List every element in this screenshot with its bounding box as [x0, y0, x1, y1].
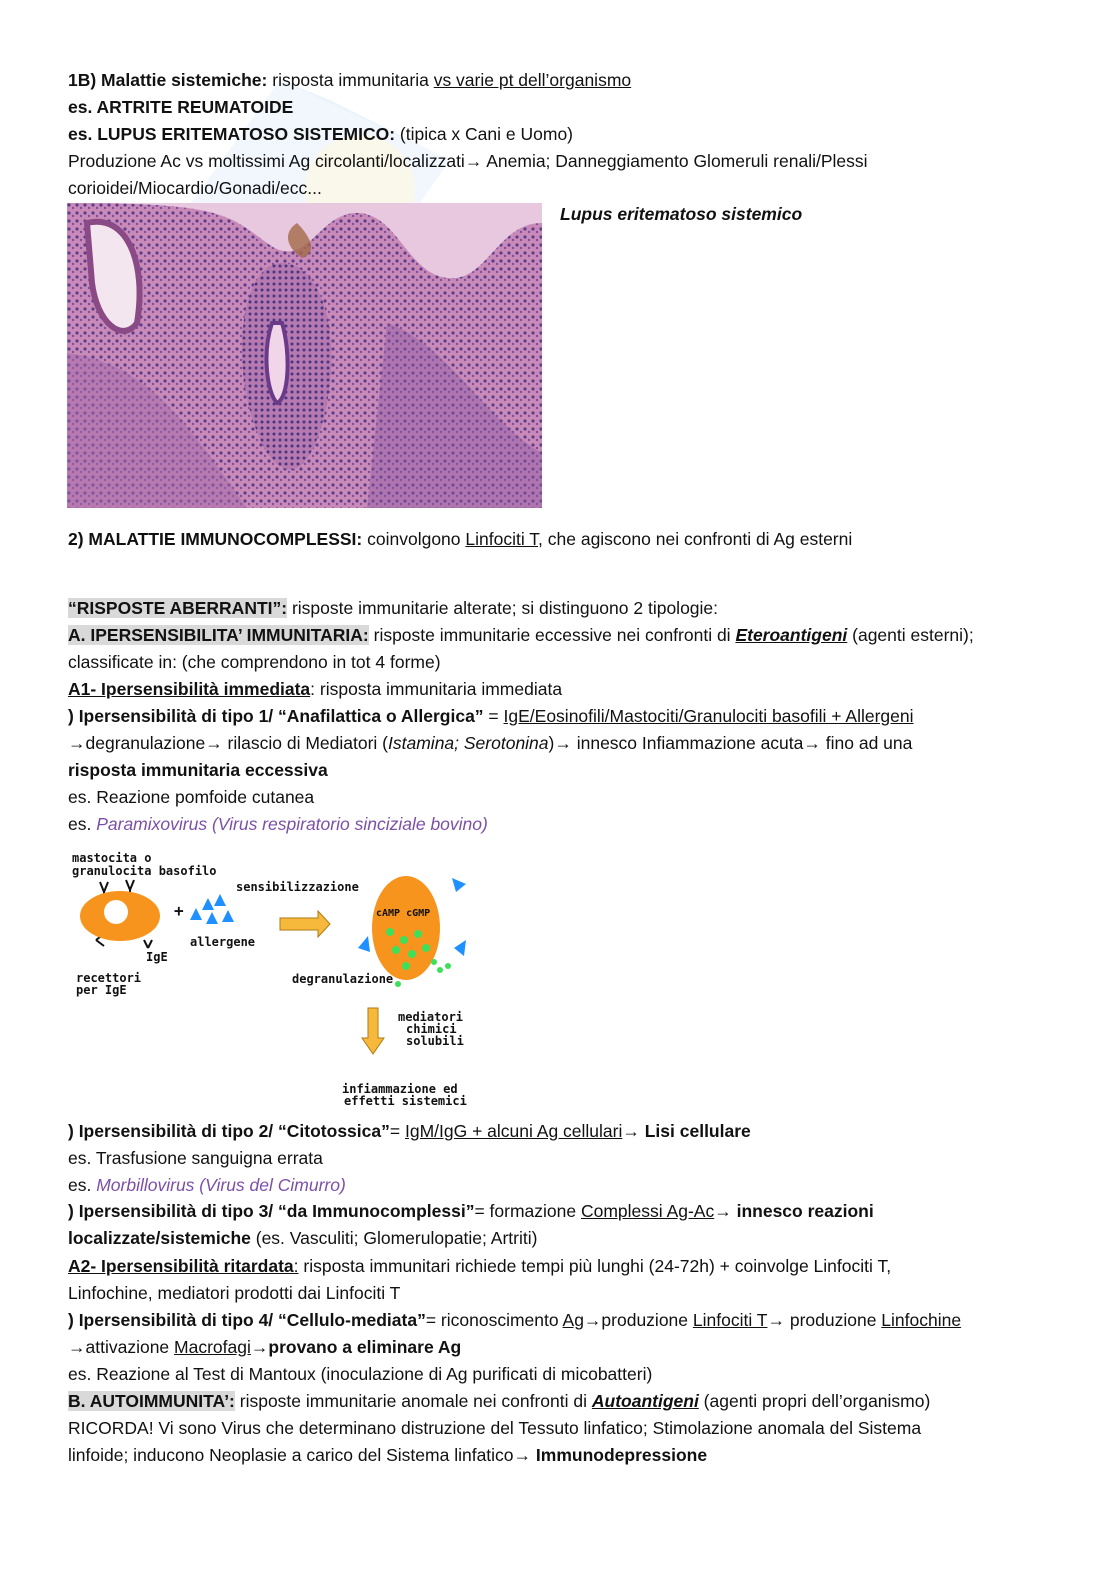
tipo4-l2-bold: provano a eliminare Ag — [268, 1337, 462, 1357]
section-b-text: risposte immunitarie anomale nei confronti di — [234, 1391, 592, 1411]
section-1b-line — [68, 69, 1056, 91]
section-b-heading: B. AUTOIMMUNITA’: — [68, 1391, 235, 1411]
tipo4-u2: Linfociti T — [692, 1310, 768, 1330]
tipo4-line — [68, 1309, 1056, 1331]
tipo3-result: innesco reazioni — [731, 1201, 874, 1221]
tipo2-line — [68, 1120, 1056, 1142]
diagram-receptors-2: per IgE — [76, 983, 127, 997]
allergen-icons — [190, 894, 234, 924]
a2-colon: : — [293, 1256, 299, 1276]
ricorda-line2-bold: Immunodepressione — [531, 1445, 708, 1465]
tipo2-heading: ) Ipersensibilità di tipo 2/ “Citotossica” — [68, 1121, 390, 1141]
diagram-mediators-1: mediatori — [398, 1010, 464, 1024]
diagram-plus: + — [174, 901, 184, 920]
tipo1-underlined: IgE/Eosinofili/Mastociti/Granulociti basofili + Allergeni — [503, 706, 914, 726]
tipo3-l2-bold: localizzate/sistemiche — [68, 1228, 251, 1248]
tipo2-ex2-prefix: es. — [68, 1175, 97, 1195]
a2-line — [68, 1255, 1056, 1277]
tipo1-l2-e: fino ad una — [820, 733, 913, 753]
arrow-icon: → — [68, 1337, 86, 1357]
tipo1-line-3 — [68, 759, 1056, 781]
section-2-heading: 2) MALATTIE IMMUNOCOMPLESSI: — [68, 529, 363, 549]
tipo2-result: Lisi cellulare — [639, 1121, 751, 1141]
tipo1-heading: ) Ipersensibilità di tipo 1/ “Anafilattica o Allergica” — [68, 706, 484, 726]
section-1b-heading: 1B) Malattie sistemiche: — [68, 70, 268, 90]
down-arrow-icon — [362, 1008, 384, 1054]
tipo1-line — [68, 705, 1056, 727]
tipo2-example-1: es. Trasfusione sanguigna errata — [68, 1148, 323, 1168]
histology-caption: Lupus eritematoso sistemico — [560, 204, 803, 224]
section-2-text-b: , che agiscono nei confronti di Ag esterni — [538, 529, 853, 549]
arrow-icon: → — [68, 733, 86, 753]
tipo4-u1: Ag — [562, 1310, 584, 1330]
tipo1-l2-b: rilascio di Mediatori ( — [222, 733, 389, 753]
tipo1-l2-d: innesco Infiammazione acuta — [571, 733, 804, 753]
example-lupus-bold: es. LUPUS ERITEMATOSO SISTEMICO: — [68, 124, 396, 144]
tipo2-eq: = — [389, 1121, 405, 1141]
a2-line-2: Linfochine, mediatori prodotti dai Linfociti T — [68, 1283, 401, 1303]
a2-heading: A2- Ipersensibilità ritardata — [68, 1256, 294, 1276]
tipo1-l3: risposta immunitaria eccessiva — [68, 760, 328, 780]
section-b-term: Autoantigeni — [591, 1391, 699, 1411]
tipo2-ex2-virus: Morbillovirus (Virus del Cimurro) — [96, 1175, 346, 1195]
arrow-icon: → — [513, 1445, 532, 1465]
arrow-icon: → — [803, 733, 821, 753]
section-a-text: risposte immunitarie eccessive nei confronti di — [368, 625, 736, 645]
tipo1-l2-italic: Istamina; Serotonina — [388, 733, 549, 753]
a1-text: : risposta immunitaria immediata — [310, 679, 563, 699]
risposte-heading: “RISPOSTE ABERRANTI”: — [68, 598, 288, 618]
tipo1-example-1: es. Reazione pomfoide cutanea — [68, 787, 315, 807]
tipo1-line-2 — [68, 732, 1056, 754]
tipo3-l2-rest: (es. Vasculiti; Glomerulopatie; Artriti) — [250, 1228, 538, 1248]
tipo4-heading: ) Ipersensibilità di tipo 4/ “Cellulo-mediata” — [68, 1310, 426, 1330]
arrow-icon: → — [554, 733, 572, 753]
diagram-degranulation: degranulazione — [292, 972, 394, 986]
mast-cell-nucleus — [104, 900, 128, 924]
diagram-mediators-3: solubili — [406, 1034, 464, 1048]
section-2-underlined: Linfociti T — [465, 529, 539, 549]
arrow-icon: → — [464, 151, 483, 171]
tipo2-example-2 — [68, 1174, 1056, 1196]
tipo1-ex2-prefix: es. — [68, 814, 97, 834]
tipo4-l2-u: Macrofagi — [174, 1337, 251, 1357]
histology-image — [67, 203, 542, 508]
right-arrow-icon — [280, 911, 330, 937]
diagram-sensitization: sensibilizzazione — [236, 880, 359, 894]
a1-line — [68, 678, 1056, 700]
risposte-line — [68, 597, 1056, 619]
tipo4-u3: Linfochine — [881, 1310, 962, 1330]
ricorda-line-1: RICORDA! Vi sono Virus che determinano distruzione del Tessuto linfatico; Stimolazione anomala del Sistema — [68, 1418, 922, 1438]
diagram-allergen: allergene — [190, 935, 256, 949]
produzione-line-1 — [68, 150, 1056, 172]
ricorda-line2-a: linfoide; inducono Neoplasie a carico del Sistema linfatico — [68, 1445, 514, 1465]
tipo3-line-2 — [68, 1227, 1056, 1249]
arrow-icon: → — [622, 1121, 640, 1141]
section-a-term: Eteroantigeni — [735, 625, 848, 645]
diagram-inflammation-1: infiammazione ed — [342, 1082, 458, 1096]
arrow-icon: → — [714, 1201, 732, 1221]
tipo4-example: es. Reazione al Test di Mantoux (inoculazione di Ag purificati di micobatteri) — [68, 1364, 653, 1384]
diagram-receptors-1: recettori — [76, 971, 142, 985]
section-1b-underlined: vs varie pt dell’organismo — [433, 70, 632, 90]
a1-heading: A1- Ipersensibilità immediata — [68, 679, 311, 699]
tipo4-l2-a: attivazione — [85, 1337, 175, 1357]
section-2-text-a: coinvolgono — [362, 529, 466, 549]
produzione-text-b: Anemia; Danneggiamento Glomeruli renali/Plessi — [482, 151, 868, 171]
tipo4-t1: produzione — [601, 1310, 693, 1330]
section-1b-text: risposta immunitaria — [267, 70, 434, 90]
diagram-camp: cAMP cGMP — [376, 908, 431, 919]
tipo3-underlined: Complessi Ag-Ac — [580, 1201, 715, 1221]
tipo4-t2: produzione — [784, 1310, 882, 1330]
tipo3-eq: = formazione — [474, 1201, 581, 1221]
tipo4-eq: = riconoscimento — [425, 1310, 563, 1330]
produzione-line-2: corioidei/Miocardio/Gonadi/ecc... — [68, 178, 322, 198]
example-artrite — [68, 96, 1056, 118]
section-a-rest: (agenti esterni); — [847, 625, 974, 645]
tipo3-line — [68, 1200, 1056, 1222]
a2-text: risposta immunitari richiede tempi più lunghi (24-72h) + coinvolge Linfociti T, — [298, 1256, 892, 1276]
section-a-heading: A. IPERSENSIBILITA’ IMMUNITARIA: — [68, 625, 369, 645]
arrow-icon: → — [250, 1337, 269, 1357]
arrow-icon: → — [767, 1310, 785, 1330]
section-a-line — [68, 624, 1056, 646]
produzione-text-a: Produzione Ac vs moltissimi Ag circolanti/localizzati — [68, 151, 465, 171]
ricorda-line-2 — [68, 1444, 1056, 1466]
allergy-diagram — [68, 848, 488, 1113]
section-b-rest: (agenti propri dell’organismo) — [698, 1391, 931, 1411]
tipo1-ex2-virus: Paramixovirus (Virus respiratorio sinciziale bovino) — [96, 814, 488, 834]
arrow-icon: → — [205, 733, 223, 753]
risposte-text: risposte immunitarie alterate; si distinguono 2 tipologie: — [287, 598, 719, 618]
section-2-line — [68, 528, 1056, 550]
tipo1-l2-a: degranulazione — [85, 733, 206, 753]
tipo4-line-2 — [68, 1336, 1056, 1358]
diagram-ige-label: IgE — [146, 950, 168, 964]
example-lupus-rest: (tipica x Cani e Uomo) — [395, 124, 574, 144]
section-a-line-2: classificate in: (che comprendono in tot 4 forme) — [68, 652, 441, 672]
diagram-cell-label-1: mastocita o — [72, 851, 152, 865]
diagram-mediators-2: chimici — [406, 1022, 457, 1036]
diagram-cell-label-2: granulocita basofilo — [72, 864, 217, 878]
section-b-line — [68, 1390, 1056, 1412]
tipo1-eq: = — [483, 706, 504, 726]
example-lupus — [68, 123, 1056, 145]
tipo1-example-2 — [68, 813, 1056, 835]
arrow-icon: → — [583, 1310, 602, 1330]
example-artrite-text: es. ARTRITE REUMATOIDE — [68, 97, 294, 117]
tipo3-heading: ) Ipersensibilità di tipo 3/ “da Immunocomplessi” — [68, 1201, 475, 1221]
tipo1-l2-c: ) — [548, 733, 555, 753]
diagram-inflammation-2: effetti sistemici — [344, 1094, 467, 1108]
tipo2-underlined: IgM/IgG + alcuni Ag cellulari — [404, 1121, 623, 1141]
